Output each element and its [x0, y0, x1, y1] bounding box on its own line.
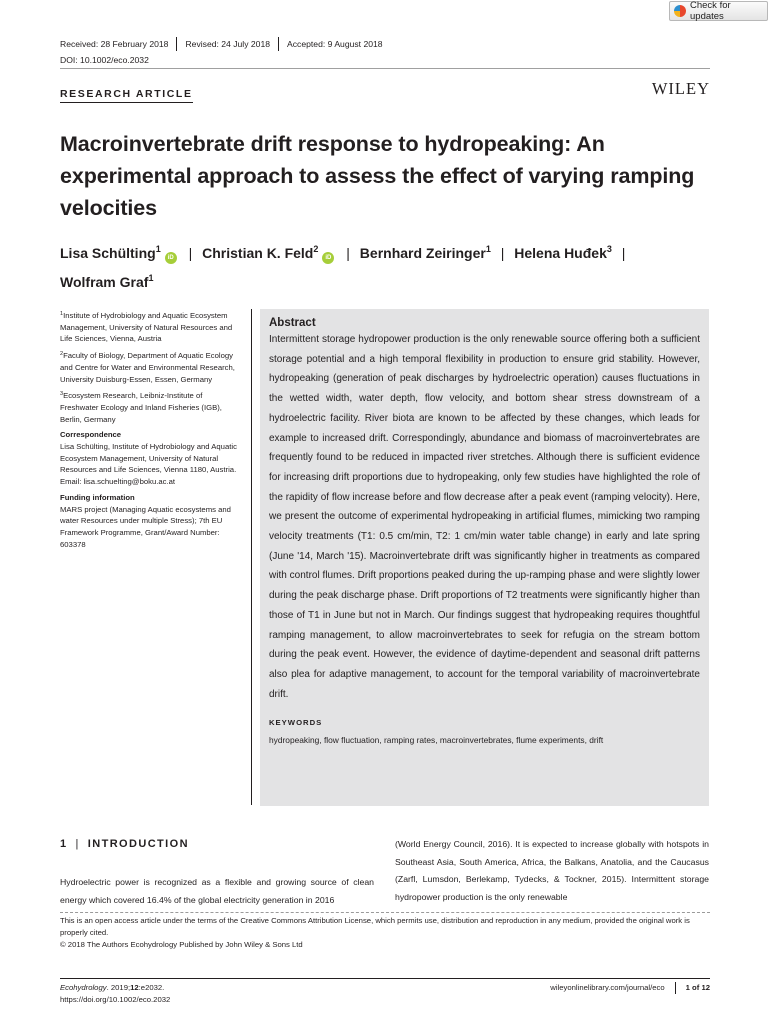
intro-paragraph-right: (World Energy Council, 2016). It is expected to increase globally with hotspots in Southeast Asia, South America, Africa, the Balkans, Anatolia, and the Caucasus (Zarfl, Lumsdon, Berlekamp, Tydecks, & Tockner, 2015). Intermittent storage hydropower production is the only renewable	[395, 839, 709, 902]
correspondence-heading: Correspondence	[60, 430, 122, 440]
doi-link[interactable]: https://doi.org/10.1002/eco.2032	[60, 995, 171, 1004]
header-divider	[60, 68, 710, 69]
author-separator: |	[346, 245, 350, 261]
crossmark-icon	[674, 5, 686, 17]
funding-heading: Funding information	[60, 492, 135, 502]
check-for-updates-label: Check for updates	[690, 0, 731, 22]
author-list	[60, 237, 710, 295]
doi: DOI: 10.1002/eco.2032	[60, 55, 149, 65]
affiliation	[60, 389, 242, 425]
section-title: INTRODUCTION	[87, 838, 189, 850]
affiliation-number: 2	[60, 351, 64, 358]
author-name: Wolfram Graf	[60, 274, 149, 290]
accepted-date: Accepted: 9 August 2018	[278, 37, 391, 51]
revised-date: Revised: 24 July 2018	[176, 37, 278, 51]
article-dates	[60, 37, 391, 51]
affiliation-text: Ecosystem Research, Leibniz-Institute of Freshwater Ecology and Inland Fisheries (IGB), Berlin, Germany	[60, 391, 222, 424]
abstract-heading: Abstract	[269, 317, 316, 329]
journal-name: Ecohydrology	[60, 983, 107, 992]
page-number: 1 of 12	[675, 982, 710, 994]
affiliation-text: Institute of Hydrobiology and Aquatic Ecosystem Management, University of Natural Resources and Life Sciences, Vienna, Austria	[60, 311, 233, 344]
author-name: Christian K. Feld	[202, 245, 314, 261]
author-name: Helena Huđek	[514, 245, 607, 261]
affiliation	[60, 349, 242, 385]
section-separator: |	[75, 838, 80, 850]
section-heading	[60, 838, 189, 850]
author-affiliation-number: 1	[485, 244, 491, 254]
citation-year: . 2019;	[106, 983, 131, 992]
citation-volume: 12	[130, 983, 139, 992]
orcid-icon[interactable]: iD	[165, 252, 177, 264]
abstract-box	[260, 309, 709, 806]
footer-citation	[60, 982, 170, 1006]
sidebar-divider	[251, 309, 252, 805]
author-name: Lisa Schülting	[60, 245, 156, 261]
check-for-updates-button[interactable]	[669, 1, 768, 21]
license-text: This is an open access article under the terms of the Creative Commons Attribution License, which permits use, distribution and reproduction in any medium, provided the original work is properly cited.	[60, 916, 690, 937]
correspondence-email[interactable]: Email: lisa.schuelting@boku.ac.at	[60, 477, 176, 487]
author-separator: |	[621, 245, 626, 261]
correspondence-text: Lisa Schülting, Institute of Hydrobiology and Aquatic Ecosystem Management, University of Natural Resources and Life Sciences, Vienna 1180, Austria.	[60, 442, 237, 475]
license-divider	[60, 912, 710, 913]
author-separator: |	[188, 245, 193, 261]
author-name: Bernhard Zeiringer	[359, 245, 486, 261]
received-date: Received: 28 February 2018	[60, 39, 169, 49]
copyright-text: © 2018 The Authors Ecohydrology Published by John Wiley & Sons Ltd	[60, 940, 303, 949]
author-affiliation-number: 2	[313, 244, 319, 254]
license-notice	[60, 915, 710, 951]
keywords-heading: KEYWORDS	[269, 718, 323, 728]
affiliation-number: 1	[60, 311, 64, 317]
affiliations-sidebar	[60, 309, 242, 554]
keywords-list: hydropeaking, flow fluctuation, ramping rates, macroinvertebrates, flume experiments, drift	[269, 735, 604, 746]
author-separator: |	[500, 245, 505, 261]
citation-article-number: :e2032.	[138, 983, 165, 992]
funding-text: MARS project (Managing Aquatic ecosystems and water Resources under multiple Stress); 7th EU Framework Programme, Grant/Award Number: 603378	[60, 504, 231, 549]
author-affiliation-number: 3	[606, 244, 612, 254]
publisher-logo: WILEY	[651, 79, 710, 98]
footer-right	[550, 982, 710, 994]
affiliation-text: Faculty of Biology, Department of Aquatic Ecology and Centre for Water and Environmental Research, University Duisburg-Essen, Essen, Germany	[60, 351, 235, 384]
intro-paragraph-left: Hydroelectric power is recognized as a flexible and growing source of clean energy which covered 16.4% of the global electricity generation in 2016	[60, 877, 374, 905]
author-affiliation-number: 1	[155, 244, 161, 254]
section-number: 1	[60, 838, 68, 850]
journal-site-link[interactable]: wileyonlinelibrary.com/journal/eco	[550, 983, 665, 992]
orcid-icon[interactable]: iD	[322, 252, 334, 264]
footer-divider	[60, 978, 710, 979]
article-type: RESEARCH ARTICLE	[60, 88, 193, 103]
abstract-text: Intermittent storage hydropower production is the only renewable source offering both a sufficient storage potential and a high temporal flexibility in production to ensure grid stability. However, hydropeaking (generation of peak discharges by hydroelectric operation) causes fluctuations in the wetted width, water depth, flow velocity, and bottom shear stress downstream of a hydroelectric facility. River biota are known to be affected by these changes, which leads for example to increased drift. Correspondingly, abundance and biomass of macroinvertebrates are frequently found to be reduced in impacted river stretches. Although there is sufficient evidence for increasing drift proportions due to hydropeaking, only few studies have highlighted the role of the rapidity of flow increase before and flow decrease after a peak event (ramping velocity). Here, we present the outcome of experimental hydropeaking in artificial flumes, mimicking two ramping velocity treatments (T1: 0.5 cm/min, T2: 1 cm/min water table change) in early and late spring (June '14, March '15). Macroinvertebrate drift was significantly higher in treatments as compared with control flumes. Drift proportions peaked during the up-ramping phase and were slightly lower during the peak discharge phase. Drift proportions of T2 treatments were significantly higher than those of T1 in June but not in March. Our findings suggest that hydropeaking requires thoughtful ramping management, to allow macroinvertebrates to seek for refugia on the stream bottom during the peak event. However, the evidence of daytime-dependent and seasonal drift patterns also plea for adaptive management, to account for the temporal variability of macroinvertebrate drift.	[269, 334, 700, 700]
article-title: Macroinvertebrate drift response to hydropeaking: An experimental approach to assess the effect of varying ramping velocities	[60, 132, 695, 220]
affiliation	[60, 309, 242, 345]
affiliation-number: 3	[60, 391, 64, 398]
author-affiliation-number: 1	[148, 273, 154, 283]
